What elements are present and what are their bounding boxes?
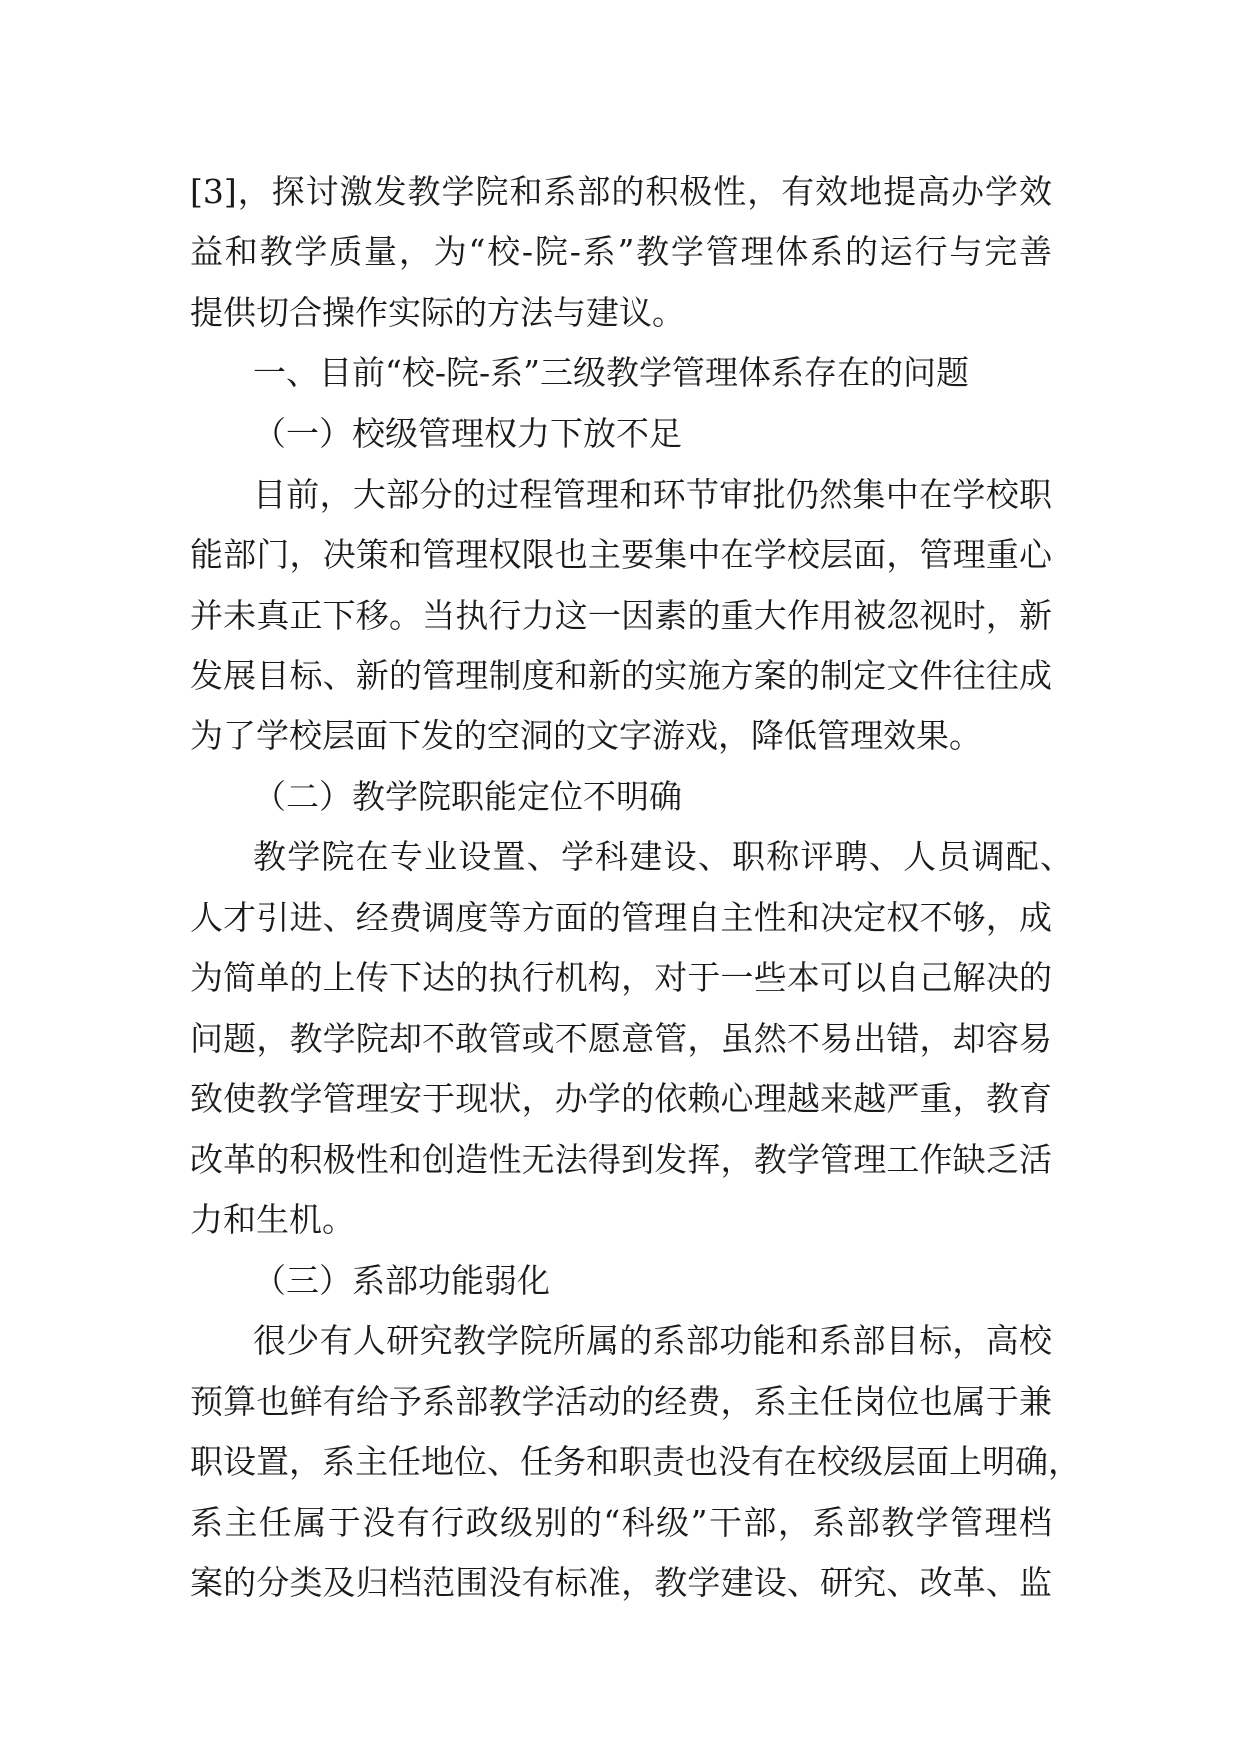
- text-line: 职设置，系主任地位、任务和职责也没有在校级层面上明确，: [190, 1442, 1081, 1481]
- text-line: 提供切合操作实际的方法与建议。: [190, 293, 685, 332]
- text-line: 发展目标、新的管理制度和新的实施方案的制定文件往往成: [190, 656, 1052, 695]
- text-line: 系主任属于没有行政级别的“科级”干部，系部教学管理档: [190, 1503, 1052, 1542]
- text-line: 案的分类及归档范围没有标准，教学建设、研究、改革、监: [190, 1563, 1052, 1602]
- subsection-heading: （三）系部功能弱化: [253, 1261, 550, 1300]
- text-line: 目前，大部分的过程管理和环节审批仍然集中在学校职: [253, 475, 1052, 514]
- text-line: 力和生机。: [190, 1200, 355, 1239]
- subsection-heading: （一）校级管理权力下放不足: [253, 414, 682, 453]
- text-line: 益和教学质量，为“校-院-系”教学管理体系的运行与完善: [190, 232, 1052, 271]
- text-line: 并未真正下移。当执行力这一因素的重大作用被忽视时，新: [190, 596, 1052, 635]
- text-line: 改革的积极性和创造性无法得到发挥，教学管理工作缺乏活: [190, 1140, 1052, 1179]
- text-line: 问题，教学院却不敢管或不愿意管，虽然不易出错，却容易: [190, 1019, 1052, 1058]
- text-line: 致使教学管理安于现状，办学的依赖心理越来越严重，教育: [190, 1079, 1052, 1118]
- text-line: 人才引进、经费调度等方面的管理自主性和决定权不够，成: [190, 898, 1052, 937]
- text-line: 为简单的上传下达的执行机构，对于一些本可以自己解决的: [190, 958, 1052, 997]
- text-line: 为了学校层面下发的空洞的文字游戏，降低管理效果。: [190, 716, 982, 755]
- text-line: 能部门，决策和管理权限也主要集中在学校层面，管理重心: [190, 535, 1052, 574]
- text-line: 教学院在专业设置、学科建设、职称评聘、人员调配、: [253, 837, 1073, 876]
- section-heading: 一、目前“校-院-系”三级教学管理体系存在的问题: [253, 353, 970, 392]
- subsection-heading: （二）教学院职能定位不明确: [253, 777, 682, 816]
- text-line: [3]，探讨激发教学院和系部的积极性，有效地提高办学效: [190, 172, 1052, 211]
- text-line: 很少有人研究教学院所属的系部功能和系部目标，高校: [253, 1321, 1052, 1360]
- text-line: 预算也鲜有给予系部教学活动的经费，系主任岗位也属于兼: [190, 1382, 1052, 1421]
